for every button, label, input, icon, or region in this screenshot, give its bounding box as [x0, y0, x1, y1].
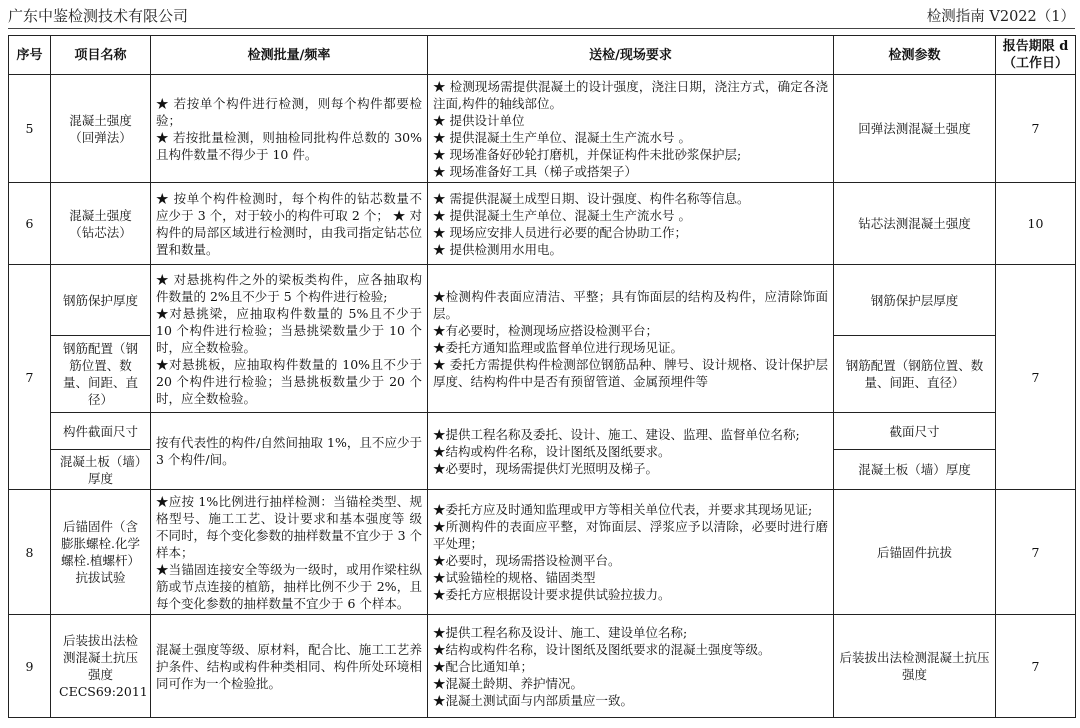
page-header — [8, 4, 1075, 29]
batch-cell — [151, 490, 428, 615]
header-batch: 检测批量/频率 — [151, 36, 428, 75]
batch-cell — [151, 183, 428, 265]
table-body — [9, 75, 1076, 718]
requirement-item: ★有必要时，检测现场应搭设检测平台； — [433, 322, 659, 338]
requirement-item: ★ 提供混凝土生产单位、混凝土生产流水号 。 — [433, 207, 691, 223]
item-name: 后装拔出法检测混凝土抗压强度 — [62, 633, 138, 682]
table-row-8 — [9, 490, 1076, 615]
requirement-item: ★混凝土龄期、养护情况。 — [433, 675, 584, 691]
params-cell: 钻芯法测混凝土强度 — [834, 183, 996, 265]
requirement-item: ★试验锚栓的规格、锚固类型 — [433, 570, 596, 585]
requirement-item: ★混凝土测试面与内部质量应一致。 — [433, 692, 634, 708]
requirement-item: ★ 现场应安排人员进行必要的配合协助工作； — [433, 224, 687, 240]
batch-cell — [151, 75, 428, 183]
batch-rule: ★当锚固连接安全等级为一级时，或用作梁柱纵筋或节点连接的植筋，抽样比例不少于 2%，且每个变化参数的抽样数量不宜少于 6 个样本。 — [156, 561, 422, 611]
table-header — [9, 36, 1076, 75]
item-name: 混凝土强度 — [69, 112, 132, 128]
batch-rule: ★ 对悬挑构件之外的梁板类构件，应各抽取构件数量的 2%且不少于 5 个构件进行检验; — [156, 271, 422, 304]
item-name-cell — [51, 615, 151, 718]
table-row-6 — [9, 183, 1076, 265]
requirement-item: ★ 现场准备好砂轮打磨机，并保证构件未批砂浆保护层; — [433, 146, 742, 162]
requirement-item: ★ 委托方需提供构件检测部位钢筋品种、牌号、设计规格、设计保护层厚度、结构构件中是否有预留管道、金属预埋件等 — [433, 356, 828, 389]
requirement-item: ★ 提供混凝土生产单位、混凝土生产流水号 。 — [433, 129, 691, 145]
document-title: 检测指南 V2022（1） — [926, 9, 1075, 25]
table-row-7 — [9, 265, 1076, 336]
header-item: 项目名称 — [51, 36, 151, 75]
report-days-cell: 7 — [996, 615, 1076, 718]
table-row-9 — [9, 615, 1076, 718]
item-standard: CECS69:2011 — [59, 684, 148, 699]
header-report-days-unit: （工作日） — [1002, 56, 1068, 71]
seq-cell: 5 — [9, 75, 51, 183]
requirement-item: ★配合比通知单； — [433, 658, 534, 674]
header-requirements: 送检/现场要求 — [428, 36, 834, 75]
requirement-item: ★必要时，现场需搭设检测平台。 — [433, 553, 621, 568]
batch-cell — [151, 615, 428, 718]
report-days-cell: 7 — [996, 265, 1076, 490]
requirement-item: ★所测构件的表面应平整，对饰面层、浮浆应予以清除，必要时进行磨平处理； — [433, 519, 828, 551]
requirement-item: ★委托方通知监理或监督单位进行现场见证。 — [433, 339, 684, 355]
requirement-item: ★委托方应根据设计要求提供试验拉拔力。 — [433, 587, 671, 602]
requirement-item: ★检测构件表面应清洁、平整；具有饰面层的结构及构件，应清除饰面层。 — [433, 288, 828, 321]
params-cell: 后装拔出法检测混凝土抗压强度 — [834, 615, 996, 718]
header-row — [9, 36, 1076, 75]
requirements-cell — [428, 75, 834, 183]
seq-cell: 9 — [9, 615, 51, 718]
header-params: 检测参数 — [834, 36, 996, 75]
requirement-item: ★ 提供检测用水用电。 — [433, 241, 562, 257]
item-name-cell: 后锚固件（含膨胀螺栓.化学螺栓.植螺杆）抗拔试验 — [51, 490, 151, 615]
batch-rule: ★ 若按批量检测，则抽检同批构件总数的 30%且构件数量不得少于 10 件。 — [156, 129, 422, 162]
requirements-cell — [428, 265, 834, 413]
item-method: （回弹法） — [69, 129, 132, 145]
params-cell: 钢筋配置（钢筋位置、数量、间距、直径） — [834, 336, 996, 413]
item-name-cell: 构件截面尺寸 — [51, 413, 151, 450]
requirement-item: ★结构或构件名称，设计图纸及图纸要求。 — [433, 443, 671, 459]
requirement-item: ★必要时，现场需提供灯光照明及梯子。 — [433, 460, 659, 476]
item-name-cell: 钢筋配置（钢筋位置、数量、间距、直径） — [51, 336, 151, 413]
requirements-cell — [428, 490, 834, 615]
item-name-cell: 钢筋保护厚度 — [51, 265, 151, 336]
header-seq: 序号 — [9, 36, 51, 75]
params-cell: 回弹法测混凝土强度 — [834, 75, 996, 183]
requirement-item: ★提供工程名称及委托、设计、施工、建设、监理、监督单位名称; — [433, 426, 800, 442]
requirement-item: ★ 检测现场需提供混凝土的设计强度，浇注日期，浇注方式，确定各浇注面,构件的轴线部位。 — [433, 78, 828, 111]
report-days-cell: 7 — [996, 490, 1076, 615]
company-name: 广东中鉴检测技术有限公司 — [8, 7, 189, 25]
batch-cell — [151, 413, 428, 490]
batch-rule: ★ 若按单个构件进行检测，则每个构件都要检验； — [156, 95, 422, 128]
batch-rule: ★对悬挑板，应抽取构件数量的 10%且不少于 20 个构件进行检验；当悬挑板数量少于 20 个时，应全数检验。 — [156, 356, 422, 406]
requirements-cell — [428, 413, 834, 490]
item-name: 混凝土强度 — [69, 207, 132, 223]
seq-cell: 6 — [9, 183, 51, 265]
table-row-5 — [9, 75, 1076, 183]
requirements-cell — [428, 615, 834, 718]
item-name-cell — [51, 183, 151, 265]
requirement-item: ★结构或构件名称，设计图纸及图纸要求的混凝土强度等级。 — [433, 641, 771, 657]
item-name-cell — [51, 75, 151, 183]
batch-rule: ★应按 1%比例进行抽样检测：当锚栓类型、规格型号、施工工艺、设计要求和基本强度等 级不同时，每个变化参数的抽样数量不宜少于 3 个样本； — [156, 493, 422, 560]
table-subrow — [9, 413, 1076, 450]
batch-rule: 混凝土强度等级、原材料，配合比、施工工艺养护条件、结构或构件种类相同、构件所处环境相同可作为一个检验批。 — [156, 641, 422, 691]
header-report-days — [996, 36, 1076, 75]
batch-cell — [151, 265, 428, 413]
item-method: （钻芯法） — [69, 224, 132, 240]
seq-cell: 7 — [9, 265, 51, 490]
seq-cell: 8 — [9, 490, 51, 615]
requirement-item: ★提供工程名称及设计、施工、建设单位名称; — [433, 624, 688, 640]
requirements-cell — [428, 183, 834, 265]
requirement-item: ★ 现场准备好工具（梯子或搭架子） — [433, 163, 637, 179]
report-days-cell: 10 — [996, 183, 1076, 265]
requirement-item: ★ 提供设计单位 — [433, 112, 525, 128]
testing-guide-table — [8, 35, 1076, 718]
batch-rule: ★对悬挑梁，应抽取构件数量的 5%且不少于 10 个构件进行检验；当悬挑梁数量少于 10 个时，应全数检验。 — [156, 305, 422, 355]
item-name-cell: 混凝土板（墙）厚度 — [51, 450, 151, 490]
params-cell: 混凝土板（墙）厚度 — [834, 450, 996, 490]
requirement-item: ★委托方应及时通知监理或甲方等相关单位代表，并要求其现场见证; — [433, 502, 813, 517]
params-cell: 钢筋保护层厚度 — [834, 265, 996, 336]
params-cell: 截面尺寸 — [834, 413, 996, 450]
params-cell: 后锚固件抗拔 — [834, 490, 996, 615]
batch-rule: 按有代表性的构件/自然间抽取 1%，且不应少于 3 个构件/间。 — [156, 435, 422, 467]
batch-rule: ★ 按单个构件检测时，每个构件的钻芯数量不应少于 3 个，对于较小的构件可取 2 个； ★ 对构件的局部区域进行检测时，由我司指定钻芯位置和数量。 — [156, 190, 422, 257]
report-days-cell: 7 — [996, 75, 1076, 183]
requirement-item: ★ 需提供混凝土成型日期、设计强度、构件名称等信息。 — [433, 190, 750, 206]
header-report-days-label: 报告期限 d — [1002, 39, 1069, 54]
